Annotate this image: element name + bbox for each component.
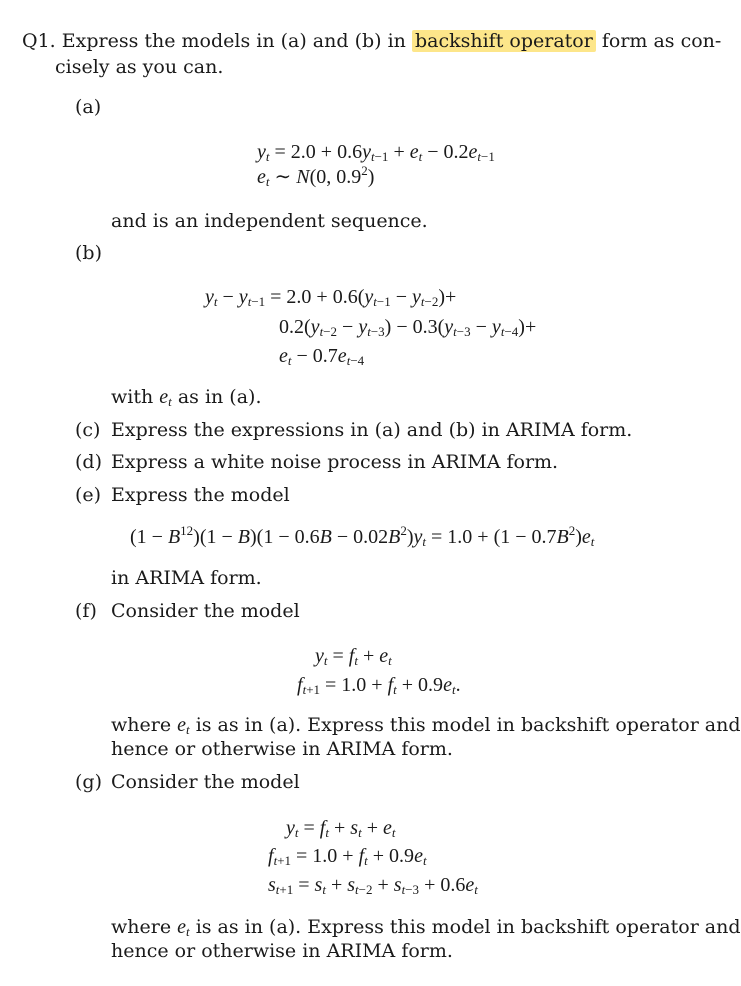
part-f-after-line-2: hence or otherwise in ARIMA form. [111,738,453,760]
part-g-label: (g) [75,771,102,793]
e-t-symbol: $e_t$ [177,714,190,737]
part-d-label: (d) [75,451,102,473]
question-line-2: cisely as you can. [55,56,224,78]
part-a-text: and is an independent sequence. [111,210,428,232]
part-f-text: Consider the model [111,600,300,622]
question-line-1 [22,30,721,52]
part-a-label: (a) [75,96,102,118]
part-e-after-text: in ARIMA form. [111,567,262,589]
part-f-equation-1: $y_t = f_t + e_t$ [315,645,392,668]
question-text-start: Express the models in (a) and (b) in [61,30,406,52]
part-b-equation-2: $0.2(y_{t-2} - y_{t-3}) - 0.3(y_{t-3} - y_{t-4})+$ [279,316,537,339]
question-text-end: form as con- [601,30,722,52]
e-t-symbol: $e_t$ [177,916,190,939]
part-g-after-line-2: hence or otherwise in ARIMA form. [111,940,453,962]
highlighted-phrase: backshift operator [412,30,596,52]
part-d-text: Express a white noise process in ARIMA form. [111,451,559,473]
part-c-text: Express the expressions in (a) and (b) in ARIMA form. [111,419,633,441]
part-b-text: with $e_t$ as in (a). [111,386,262,409]
part-f-label: (f) [75,600,97,622]
part-g-equation-2: $f_{t+1} = 1.0 + f_t + 0.9e_t$ [268,845,427,868]
part-b-equation-3: $e_t - 0.7e_{t-4}$ [279,345,365,368]
part-b-label: (b) [75,242,102,264]
part-g-equation-1: $y_t = f_t + s_t + e_t$ [286,817,396,840]
part-b-equation-1: $y_t - y_{t-1} = 2.0 + 0.6(y_{t-1} - y_{t-2})+$ [205,286,457,309]
part-a-equation-2: $e_t$ ∼ N(0, $0.9^2$) [257,163,375,189]
part-g-text: Consider the model [111,771,300,793]
part-e-label: (e) [75,484,102,506]
part-a-equation-1: $y_t = 2.0 + 0.6y_{t-1} + e_t - 0.2e_{t-1}$ [257,141,495,164]
part-e-equation: $(1 - B^{12})(1 - B)(1 - 0.6B - 0.02B^2)y_t = 1.0 + (1 - 0.7B^2)e_t$ [130,523,595,549]
part-f-equation-2: $f_{t+1} = 1.0 + f_t + 0.9e_t$. [297,674,461,697]
part-g-after-line-1: where $e_t$ is as in (a). Express this model in backshift operator and [111,916,741,939]
part-f-after-line-1: where $e_t$ is as in (a). Express this model in backshift operator and [111,714,741,737]
part-e-text: Express the model [111,484,290,506]
part-c-label: (c) [75,419,101,441]
question-number: Q1. [22,30,56,52]
part-g-equation-3: $s_{t+1} = s_t + s_{t-2} + s_{t-3} + 0.6e_t$ [268,874,478,897]
e-t-symbol: $e_t$ [159,386,172,409]
